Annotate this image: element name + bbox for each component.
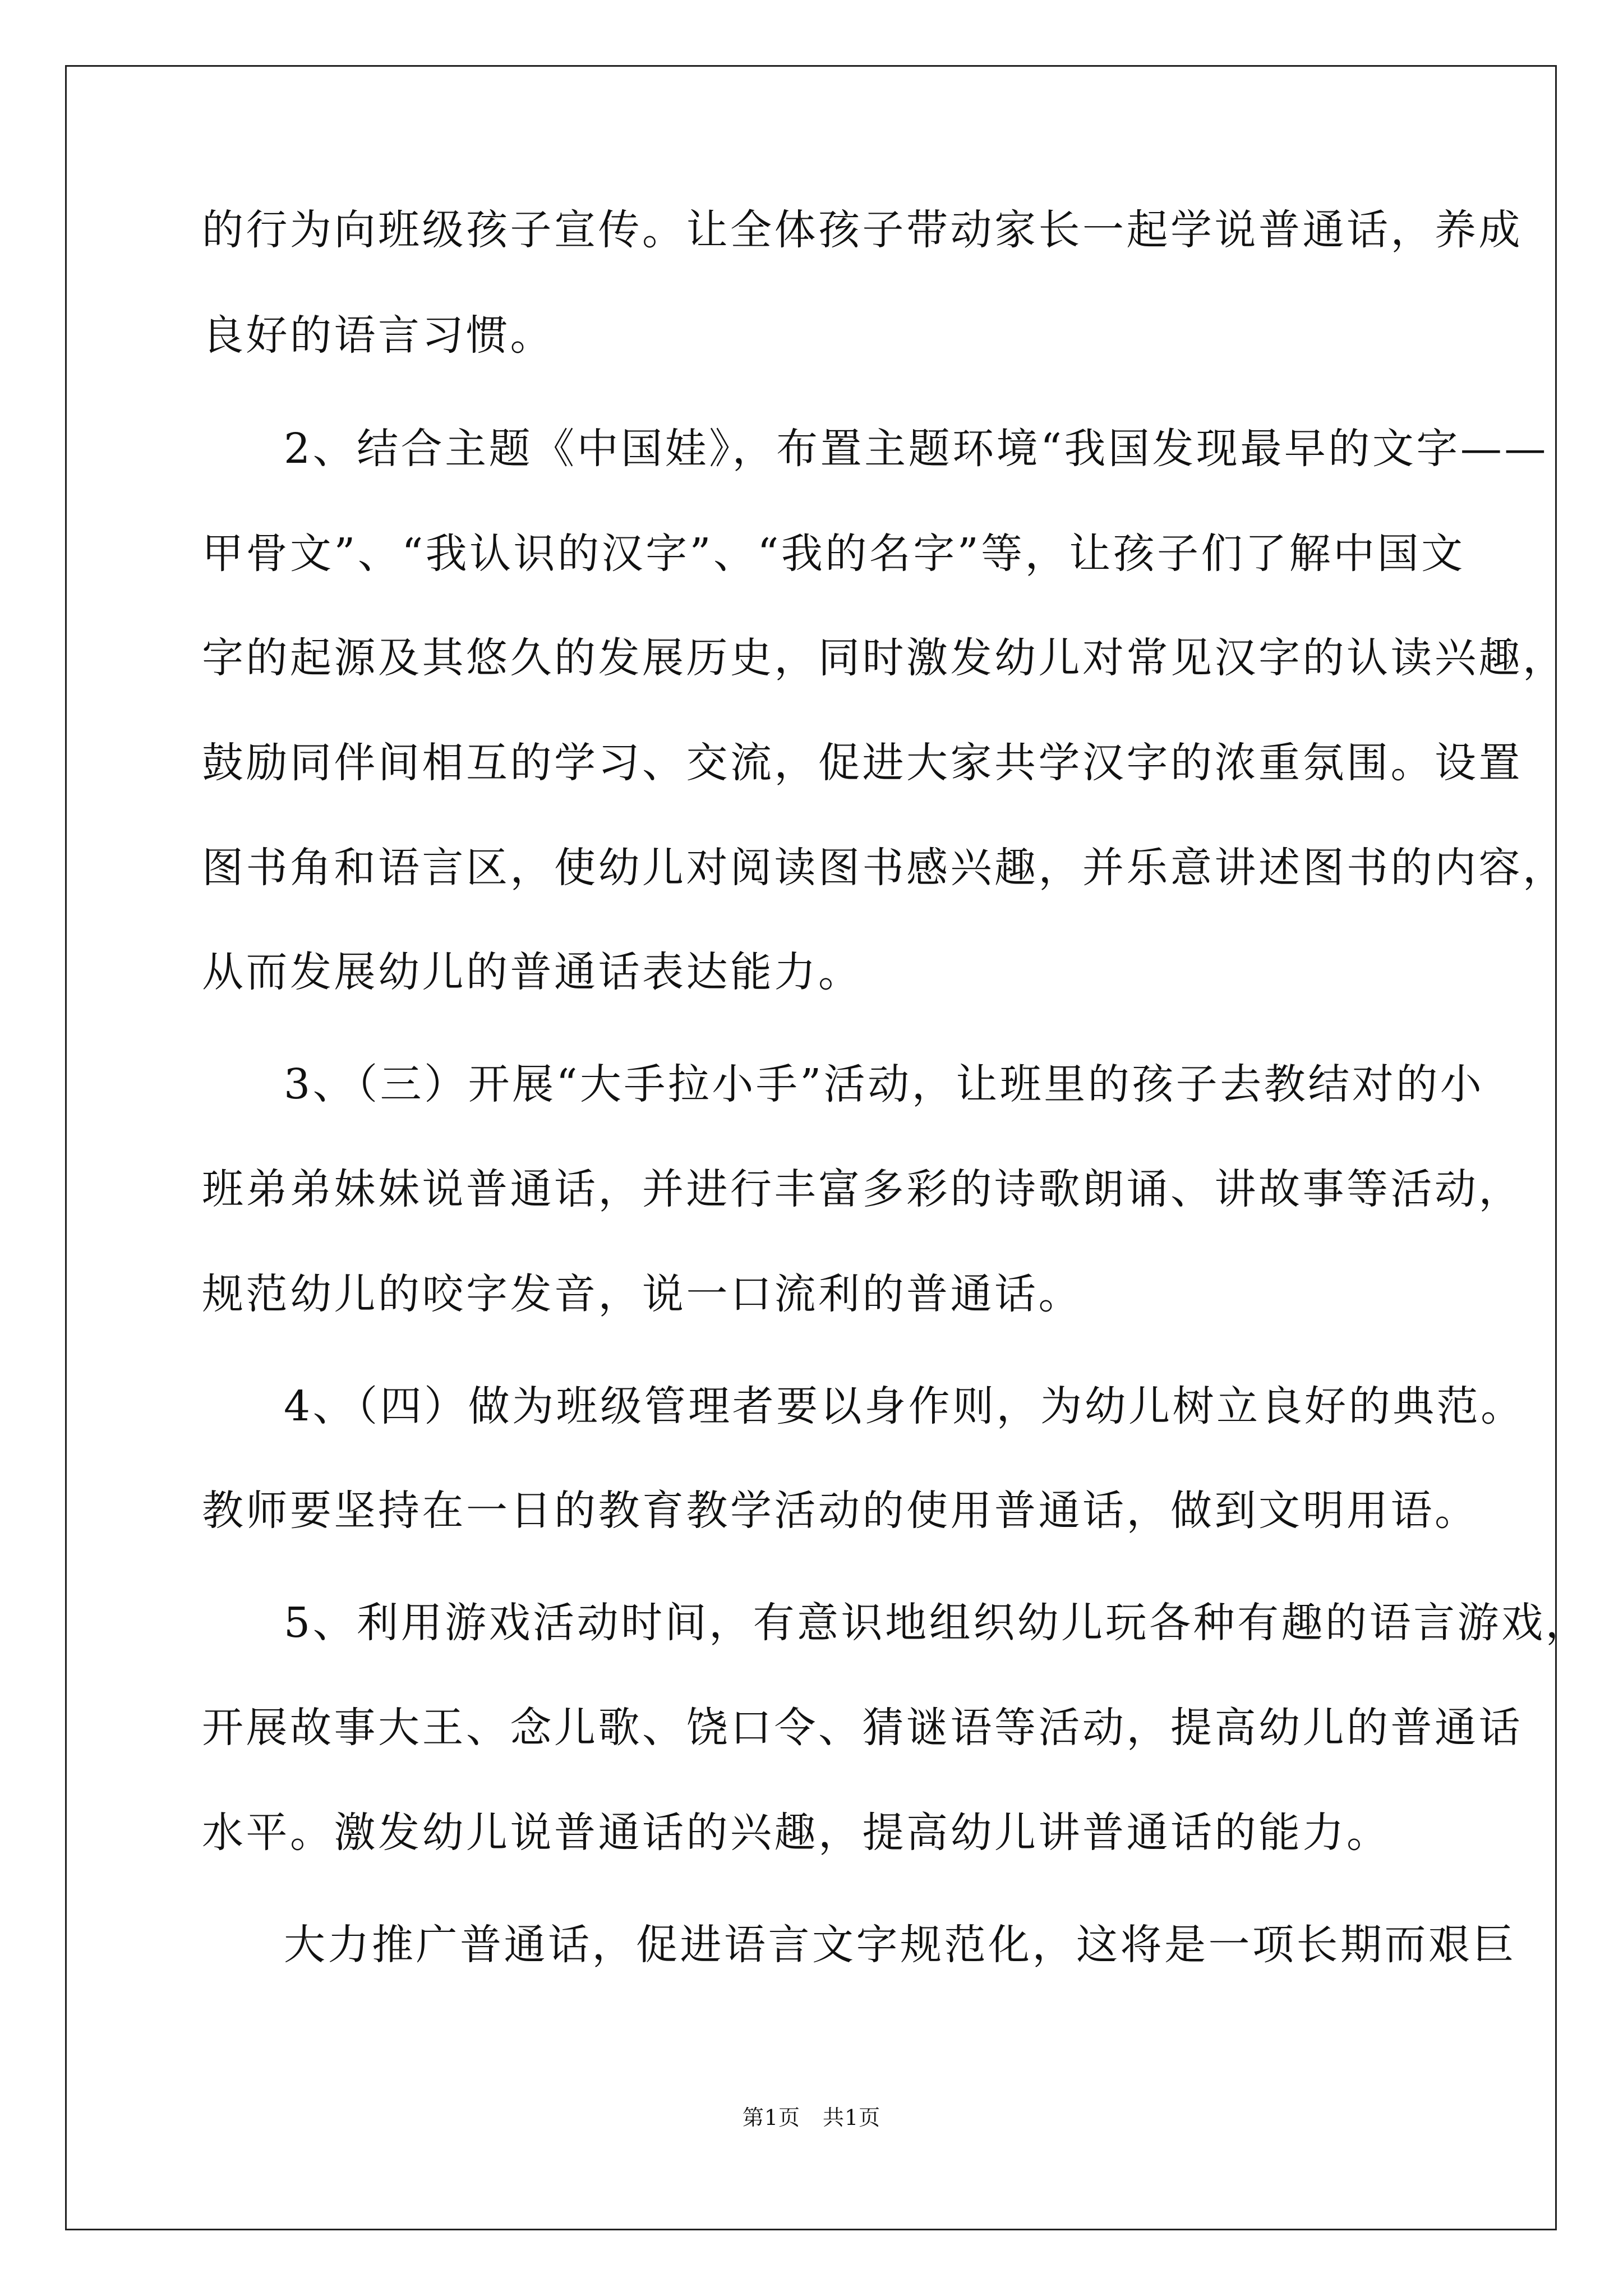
page-total: 共1页	[823, 2105, 881, 2130]
page-number: 第1页	[742, 2105, 800, 2130]
paragraph-3-start: 3、（三）开展“大手拉小手”活动，让班里的孩子去教结对的小	[284, 1060, 1484, 1108]
text-line: 鼓励同伴间相互的学习、交流，促进大家共学汉字的浓重氛围。设置	[202, 739, 1523, 787]
paragraph-2-start: 2、结合主题《中国娃》，布置主题环境“我国发现最早的文字——	[284, 425, 1548, 473]
text-line: 字的起源及其悠久的发展历史，同时激发幼儿对常见汉字的认读兴趣，	[202, 634, 1567, 682]
text-line: 甲骨文”、“我认识的汉字”、“我的名字”等，让孩子们了解中国文	[202, 530, 1465, 578]
text-line: 从而发展幼儿的普通话表达能力。	[202, 948, 863, 996]
text-line: 水平。激发幼儿说普通话的兴趣，提高幼儿讲普通话的能力。	[202, 1809, 1391, 1857]
paragraph-6-start: 大力推广普通话，促进语言文字规范化，这将是一项长期而艰巨	[284, 1921, 1516, 1969]
page-border	[65, 65, 1557, 2230]
text-line: 良好的语言习惯。	[202, 311, 554, 360]
text-line: 开展故事大王、念儿歌、饶口令、猜谜语等活动，提高幼儿的普通话	[202, 1704, 1523, 1752]
paragraph-5-start: 5、利用游戏活动时间，有意识地组织幼儿玩各种有趣的语言游戏，	[284, 1599, 1590, 1647]
page-footer	[0, 2104, 1623, 2132]
paragraph-4-start: 4、（四）做为班级管理者要以身作则，为幼儿树立良好的典范。	[284, 1382, 1525, 1430]
text-line: 图书角和语言区，使幼儿对阅读图书感兴趣，并乐意讲述图书的内容，	[202, 844, 1567, 892]
text-line: 的行为向班级孩子宣传。让全体孩子带动家长一起学说普通话，养成	[202, 206, 1523, 254]
text-line: 规范幼儿的咬字发音，说一口流利的普通话。	[202, 1270, 1082, 1318]
text-line: 教师要坚持在一日的教育教学活动的使用普通话，做到文明用语。	[202, 1487, 1479, 1535]
text-line: 班弟弟妹妹说普通话，并进行丰富多彩的诗歌朗诵、讲故事等活动，	[202, 1165, 1523, 1213]
